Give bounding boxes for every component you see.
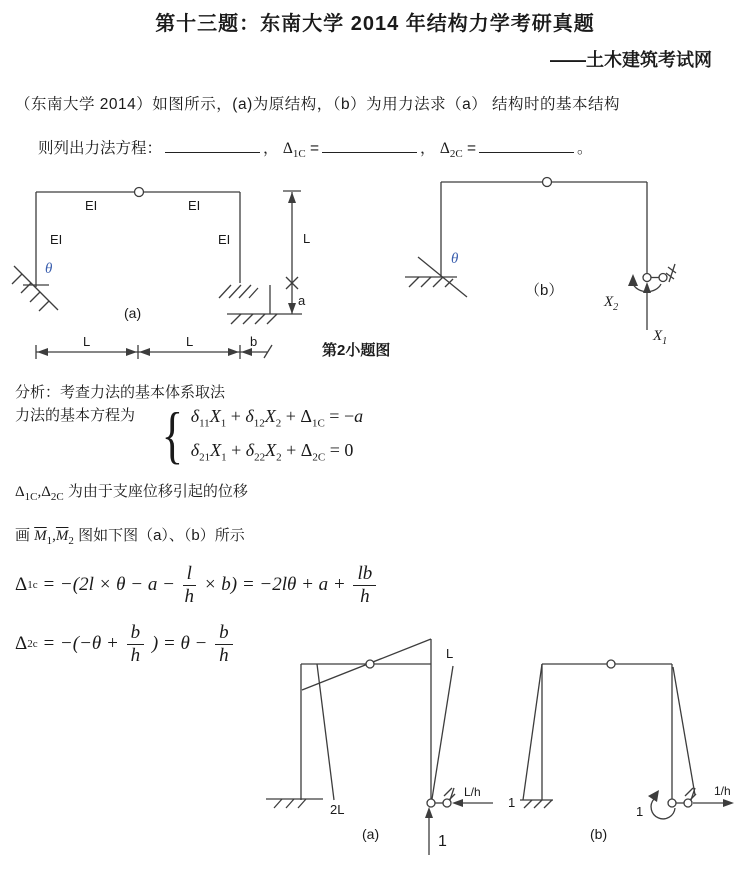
dim-L1-label: L [83, 334, 91, 349]
ei-label: EI [188, 198, 201, 213]
fixed-support-icon [219, 285, 258, 298]
moment-value-1: 1 [508, 795, 516, 810]
link-roller-icon [443, 799, 451, 807]
frame-m1 [301, 664, 431, 800]
horizontal-dimension [36, 345, 272, 359]
equation-blank-3 [479, 137, 574, 153]
dim-b-label: b [250, 334, 258, 349]
force-method-blanks-line: 则列出力法方程： ， $\Delta_{1C}$ = ， $\Delta_{2C}$ = 。 [38, 136, 593, 160]
m1-moment-diagram-a [260, 630, 520, 883]
frame-b [441, 182, 647, 277]
hinge-icon [366, 660, 374, 668]
primary-structure-diagram-b [395, 163, 750, 348]
theta-label: θ [45, 261, 53, 277]
moment-diagram-note: 画 $\overline{M}_1,\overline{M}_2$ 图如下图（a）、（b）所示 [15, 527, 245, 547]
moment-value-L: L [446, 646, 454, 661]
moment-value-2L: 2L [330, 802, 345, 817]
system-brace: { [161, 399, 184, 470]
blanks-lead: 则列出力法方程： [38, 140, 163, 157]
frame-m2 [542, 664, 672, 800]
force-method-equations [157, 399, 364, 470]
diagram-b-label: （b） [525, 282, 564, 299]
theta-label: θ [451, 251, 459, 267]
equation-blank-1 [165, 137, 260, 153]
delta1c-equation: Δ 1c = −(2l × θ − a − $\frac{l}{h}$ × b) = −2lθ + a + $\frac{lb}{h}$ [15, 563, 379, 608]
page-title: 第十三题：东南大学 2014 年结构力学考研真题 [155, 13, 595, 35]
x2-label: $X_2$ [604, 294, 619, 313]
hinge-icon [607, 660, 615, 668]
x1-label: $X_1$ [653, 328, 668, 347]
unit-force-arrow [425, 807, 433, 855]
lh-force-arrow [452, 799, 493, 807]
base-hinge-icon [668, 799, 676, 807]
base-hinge-icon [643, 274, 651, 282]
ei-label: EI [50, 232, 63, 247]
oneh-force-arrow [693, 799, 734, 807]
dim-L2-label: L [186, 334, 194, 349]
ei-label: EI [218, 232, 231, 247]
base-hinge-icon [427, 799, 435, 807]
diagram-label: (a) [362, 826, 380, 842]
fixed-support-icon [520, 800, 553, 808]
source-site-label: ——土木建筑考试网 [550, 50, 712, 70]
link-roller-icon [684, 799, 692, 807]
force-value-1: 1 [438, 833, 447, 850]
force-equation-row-2: $\delta_{21}X_1 + \delta_{22}X_2 + \Delta_{2C} = 0$ [190, 440, 354, 464]
force-equation-row-1: $\delta_{11}X_1 + \delta_{12}X_2 + \Delta_{1C} = -a$ [190, 406, 364, 430]
analysis-intro: 力法的基本方程为 [15, 407, 136, 424]
force-value-Lh: L/h [464, 785, 481, 799]
moment-outline-m2 [523, 664, 695, 800]
diagram-a-label: (a) [124, 305, 142, 321]
force-value-1h: 1/h [714, 784, 731, 798]
hinge-icon [135, 188, 144, 197]
delta2c-equation: Δ 2c = −(−θ + $\frac{b}{h}$ ) = θ − $\frac{b}{h}$ [15, 622, 236, 667]
delta-1c-symbol: Δ [282, 140, 293, 157]
diagram-label: (b) [590, 826, 608, 842]
equation-blank-2 [322, 137, 417, 153]
hinge-icon [543, 178, 552, 187]
delta-2c-symbol: Δ [439, 140, 450, 157]
moment-arrow-value-1: 1 [636, 804, 644, 819]
frame-a [36, 192, 240, 287]
ei-label: EI [85, 198, 98, 213]
dim-L-label: L [303, 231, 311, 246]
m2-moment-diagram-b [500, 630, 750, 883]
problem-statement: （东南大学 2014）如图所示，(a)为原结构，（b）为用力法求（a） 结构时的基本结构 [15, 96, 621, 113]
delta-definition-note: $\Delta_{1C},\Delta_{2C}$ 为由于支座位移引起的位移 [15, 483, 248, 503]
figure-caption: 第2小题图 [322, 342, 391, 359]
dim-a-label: a [298, 293, 306, 308]
x1-force-arrow [643, 282, 651, 330]
fixed-support-icon [266, 799, 323, 808]
original-structure-diagram-a [0, 165, 410, 380]
link-roller-icon [659, 274, 667, 282]
analysis-heading: 分析：考查力法的基本体系取法 [15, 384, 226, 401]
